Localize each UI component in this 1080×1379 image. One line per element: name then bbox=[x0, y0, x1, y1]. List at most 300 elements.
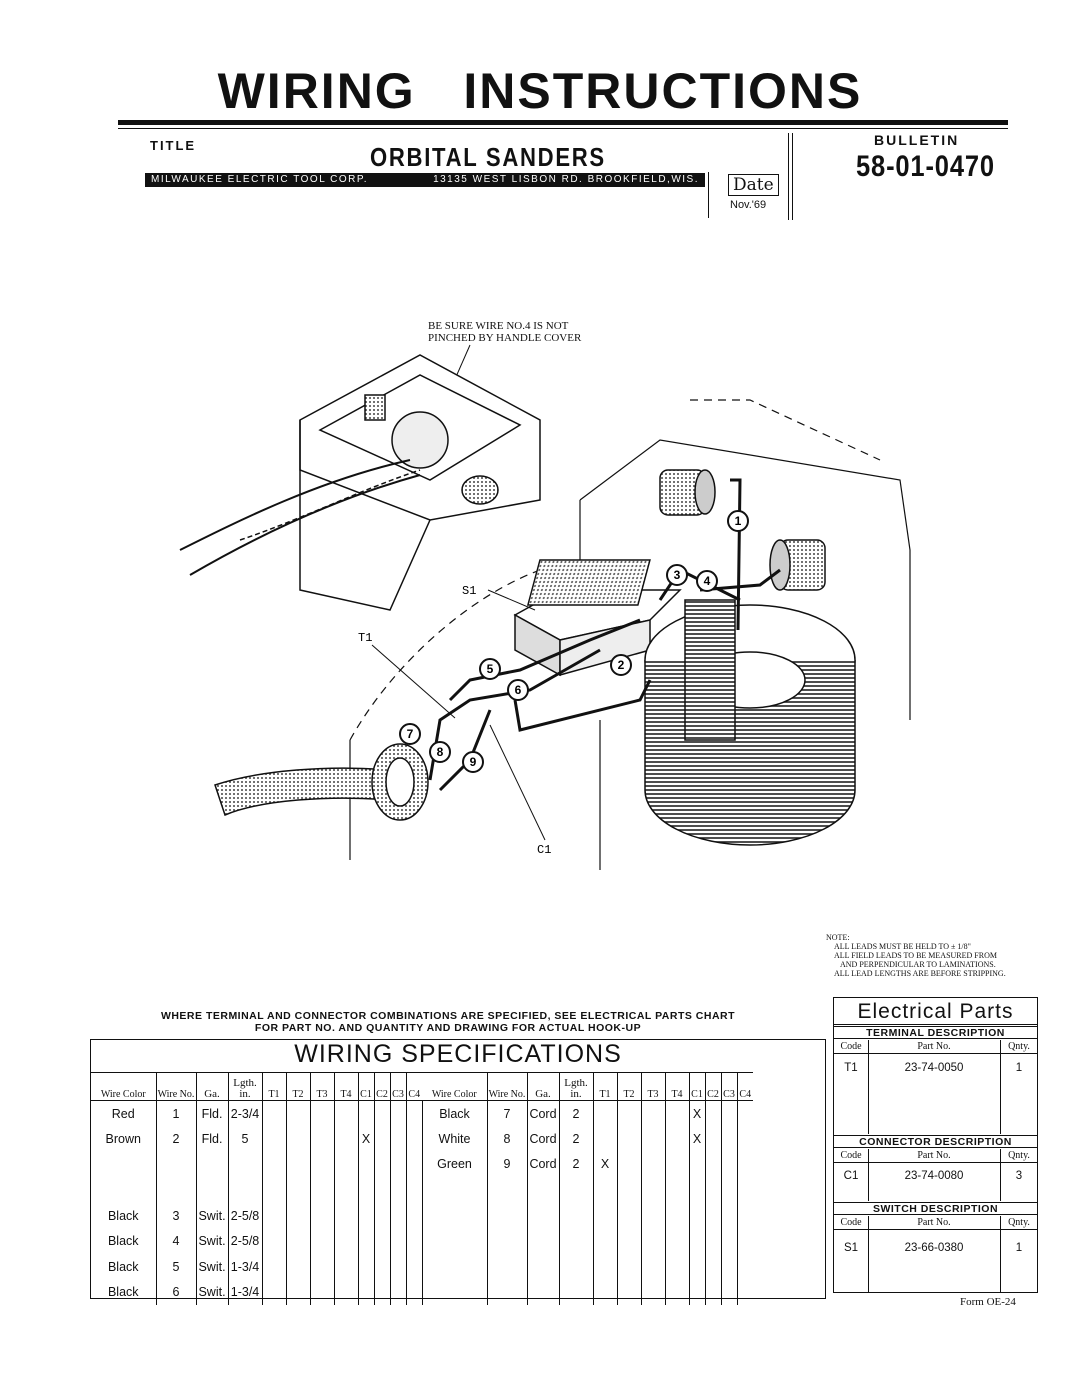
head-connector: C4 bbox=[737, 1073, 753, 1101]
hookup-mark bbox=[737, 1254, 753, 1280]
wire-color bbox=[422, 1254, 487, 1280]
hookup-mark bbox=[705, 1177, 721, 1203]
head-connector: C3 bbox=[390, 1073, 406, 1101]
divider bbox=[868, 1040, 869, 1134]
wire-no bbox=[487, 1228, 527, 1254]
wire-length: 5 bbox=[228, 1126, 262, 1152]
spec-row bbox=[91, 1280, 753, 1306]
hookup-mark bbox=[705, 1280, 721, 1306]
hookup-mark bbox=[374, 1280, 390, 1306]
hookup-mark bbox=[286, 1254, 310, 1280]
hookup-mark bbox=[705, 1203, 721, 1229]
wire-color: Black bbox=[107, 1234, 139, 1249]
spec-row bbox=[91, 1101, 753, 1127]
wire-no bbox=[487, 1203, 527, 1229]
hookup-mark bbox=[262, 1152, 286, 1178]
head-terminal: T2 bbox=[617, 1073, 641, 1101]
head-wire-no: Wire No. bbox=[156, 1073, 196, 1101]
hookup-mark bbox=[286, 1126, 310, 1152]
hookup-mark bbox=[286, 1228, 310, 1254]
hookup-mark bbox=[737, 1126, 753, 1152]
hookup-mark bbox=[310, 1126, 334, 1152]
wire-length bbox=[559, 1177, 593, 1203]
wire-marker-9 bbox=[463, 752, 483, 772]
divider bbox=[868, 1149, 869, 1201]
wire-length: 1-3/4 bbox=[228, 1280, 262, 1306]
wire-color bbox=[91, 1152, 156, 1178]
hookup-mark bbox=[374, 1254, 390, 1280]
hookup-mark bbox=[406, 1177, 422, 1203]
wiring-diagram bbox=[170, 310, 950, 870]
hookup-mark bbox=[617, 1177, 641, 1203]
hookup-mark bbox=[721, 1152, 737, 1178]
hookup-mark bbox=[406, 1203, 422, 1229]
head-wire-no: Wire No. bbox=[487, 1073, 527, 1101]
hookup-mark bbox=[374, 1126, 390, 1152]
wire-marker-8 bbox=[430, 742, 450, 762]
hookup-mark bbox=[721, 1126, 737, 1152]
hookup-line: WHERE TERMINAL AND CONNECTOR COMBINATIONS ARE SPECIFIED, SEE ELECTRICAL PARTS CHART bbox=[160, 1010, 736, 1022]
hookup-mark bbox=[641, 1228, 665, 1254]
wire-gauge: Fld. bbox=[196, 1126, 228, 1152]
connector-qty: 3 bbox=[1015, 1170, 1023, 1182]
svg-text:4: 4 bbox=[703, 574, 711, 588]
hookup-mark bbox=[737, 1203, 753, 1229]
hookup-mark bbox=[374, 1177, 390, 1203]
hookup-mark bbox=[721, 1280, 737, 1306]
hookup-mark bbox=[390, 1280, 406, 1306]
header-divider bbox=[792, 133, 793, 220]
wire-color bbox=[91, 1177, 156, 1203]
product-name: ORBITAL SANDERS bbox=[370, 142, 606, 172]
wire-no: 4 bbox=[156, 1228, 196, 1254]
wire-color: Green bbox=[422, 1152, 487, 1178]
connector-col-head bbox=[834, 1149, 1037, 1163]
col-part: Part No. bbox=[917, 1217, 951, 1228]
hookup-instruction bbox=[118, 1010, 778, 1034]
col-code: Code bbox=[840, 1041, 862, 1052]
hookup-mark bbox=[617, 1152, 641, 1178]
svg-text:7: 7 bbox=[406, 727, 414, 741]
col-code: Code bbox=[840, 1150, 862, 1161]
wire-marker-3 bbox=[667, 565, 687, 585]
wiring-spec-table bbox=[90, 1039, 826, 1299]
hookup-mark bbox=[593, 1177, 617, 1203]
hookup-mark bbox=[617, 1101, 641, 1127]
head-terminal: T4 bbox=[334, 1073, 358, 1101]
hookup-mark bbox=[689, 1280, 705, 1306]
wire-gauge: Swit. bbox=[196, 1203, 228, 1229]
company-bar bbox=[145, 173, 705, 187]
svg-text:2: 2 bbox=[617, 658, 625, 672]
note-line: ALL LEAD LENGTHS ARE BEFORE STRIPPING. bbox=[834, 969, 1006, 978]
hookup-mark bbox=[737, 1101, 753, 1127]
connector-part: 23-74-0080 bbox=[904, 1170, 964, 1182]
spec-row bbox=[91, 1254, 753, 1280]
power-cord bbox=[215, 744, 428, 820]
divider bbox=[1000, 1216, 1001, 1292]
head-connector: C3 bbox=[721, 1073, 737, 1101]
hookup-mark bbox=[641, 1126, 665, 1152]
label-t1: T1 bbox=[358, 631, 373, 645]
spec-row bbox=[91, 1177, 753, 1203]
hookup-mark bbox=[406, 1254, 422, 1280]
wire-no bbox=[487, 1280, 527, 1306]
hookup-mark bbox=[262, 1203, 286, 1229]
wire-color: Black bbox=[107, 1259, 139, 1274]
wire-color bbox=[422, 1177, 487, 1203]
wire-length bbox=[559, 1203, 593, 1229]
hookup-mark bbox=[334, 1203, 358, 1229]
page-title: WIRING INSTRUCTIONS bbox=[217, 63, 863, 119]
wire-no: 7 bbox=[487, 1101, 527, 1127]
hookup-mark bbox=[374, 1152, 390, 1178]
hookup-mark bbox=[689, 1152, 705, 1178]
hookup-mark bbox=[721, 1101, 737, 1127]
hookup-mark bbox=[334, 1177, 358, 1203]
wire-gauge: Fld. bbox=[196, 1101, 228, 1127]
hookup-mark bbox=[737, 1280, 753, 1306]
head-connector: C2 bbox=[374, 1073, 390, 1101]
hookup-mark bbox=[390, 1203, 406, 1229]
wire-color: Red bbox=[111, 1106, 135, 1121]
wire-no bbox=[487, 1254, 527, 1280]
wire-gauge: Swit. bbox=[196, 1228, 228, 1254]
hookup-mark: X bbox=[689, 1101, 705, 1127]
spec-row bbox=[91, 1126, 753, 1152]
hookup-mark bbox=[262, 1126, 286, 1152]
hookup-mark bbox=[705, 1101, 721, 1127]
divider bbox=[868, 1216, 869, 1292]
hookup-mark bbox=[358, 1280, 374, 1306]
hookup-mark bbox=[286, 1152, 310, 1178]
hookup-mark bbox=[358, 1228, 374, 1254]
wire-gauge: Cord bbox=[527, 1126, 559, 1152]
hookup-mark bbox=[334, 1280, 358, 1306]
hookup-mark bbox=[390, 1126, 406, 1152]
hookup-mark bbox=[593, 1203, 617, 1229]
hookup-mark bbox=[593, 1280, 617, 1306]
wire-gauge: Cord bbox=[527, 1101, 559, 1127]
wire-length bbox=[559, 1228, 593, 1254]
col-qnty: Qnty. bbox=[1008, 1150, 1030, 1161]
hookup-mark bbox=[593, 1126, 617, 1152]
spec-row bbox=[91, 1228, 753, 1254]
hookup-mark bbox=[310, 1203, 334, 1229]
wire-no: 9 bbox=[487, 1152, 527, 1178]
hookup-mark bbox=[262, 1177, 286, 1203]
switch-col-head bbox=[834, 1216, 1037, 1230]
form-number: Form OE-24 bbox=[960, 1296, 1016, 1308]
terminal-code: T1 bbox=[844, 1062, 858, 1074]
date-value: Nov.'69 bbox=[730, 199, 767, 211]
hookup-mark bbox=[310, 1280, 334, 1306]
wire-length bbox=[559, 1254, 593, 1280]
col-qnty: Qnty. bbox=[1008, 1041, 1030, 1052]
hookup-mark bbox=[310, 1228, 334, 1254]
wire-length bbox=[228, 1177, 262, 1203]
hookup-mark bbox=[593, 1254, 617, 1280]
wire-gauge: Swit. bbox=[196, 1280, 228, 1306]
hookup-mark bbox=[641, 1101, 665, 1127]
head-terminal: T4 bbox=[665, 1073, 689, 1101]
measurement-note bbox=[826, 933, 1006, 978]
hookup-mark bbox=[705, 1254, 721, 1280]
hookup-mark bbox=[665, 1101, 689, 1127]
hookup-mark bbox=[665, 1126, 689, 1152]
hookup-mark bbox=[358, 1203, 374, 1229]
hookup-mark bbox=[286, 1101, 310, 1127]
col-qnty: Qnty. bbox=[1008, 1217, 1030, 1228]
note-line: ALL LEADS MUST BE HELD TO ± 1/8" bbox=[834, 942, 971, 951]
terminal-heading: TERMINAL DESCRIPTION bbox=[834, 1026, 1037, 1039]
hookup-mark bbox=[390, 1101, 406, 1127]
head-connector: C2 bbox=[705, 1073, 721, 1101]
bulletin-number: 58-01-0470 bbox=[856, 150, 995, 183]
head-ga: Ga. bbox=[527, 1073, 559, 1101]
header-divider bbox=[788, 133, 789, 220]
wire-gauge bbox=[527, 1280, 559, 1306]
wire-color: Black bbox=[107, 1208, 139, 1223]
electrical-parts-chart bbox=[833, 997, 1038, 1293]
svg-text:1: 1 bbox=[734, 514, 742, 528]
hookup-mark bbox=[641, 1280, 665, 1306]
hookup-mark bbox=[374, 1203, 390, 1229]
wire-no: 1 bbox=[156, 1101, 196, 1127]
head-connector: C1 bbox=[358, 1073, 374, 1101]
head-connector: C1 bbox=[689, 1073, 705, 1101]
hookup-mark: X bbox=[689, 1126, 705, 1152]
wire-color: Black bbox=[107, 1285, 139, 1300]
hookup-mark bbox=[358, 1101, 374, 1127]
hookup-mark: X bbox=[358, 1126, 374, 1152]
wire-no bbox=[487, 1177, 527, 1203]
wire-length: 2 bbox=[559, 1126, 593, 1152]
hookup-mark bbox=[406, 1280, 422, 1306]
svg-text:8: 8 bbox=[436, 745, 444, 759]
wire-color bbox=[422, 1280, 487, 1306]
label-c1: C1 bbox=[537, 843, 552, 857]
wire-marker-1 bbox=[728, 511, 748, 531]
col-part: Part No. bbox=[917, 1041, 951, 1052]
field-coil bbox=[645, 600, 855, 845]
hookup-mark bbox=[374, 1228, 390, 1254]
head-terminal: T3 bbox=[641, 1073, 665, 1101]
date-label: Date bbox=[728, 174, 779, 196]
title-label: TITLE bbox=[150, 138, 197, 153]
hookup-mark bbox=[665, 1254, 689, 1280]
hookup-mark bbox=[286, 1177, 310, 1203]
hookup-mark bbox=[406, 1228, 422, 1254]
caution-line: BE SURE WIRE NO.4 IS NOT bbox=[428, 320, 569, 332]
bulletin-label: BULLETIN bbox=[874, 132, 960, 148]
head-terminal: T2 bbox=[286, 1073, 310, 1101]
wire-gauge bbox=[196, 1152, 228, 1178]
wire-no: 3 bbox=[156, 1203, 196, 1229]
hookup-mark bbox=[721, 1254, 737, 1280]
note-line: ALL FIELD LEADS TO BE MEASURED FROM bbox=[834, 951, 997, 960]
wire-marker-4 bbox=[697, 571, 717, 591]
note-heading: NOTE: bbox=[826, 933, 850, 942]
wire-no bbox=[156, 1152, 196, 1178]
hookup-mark bbox=[593, 1101, 617, 1127]
wire-length: 2 bbox=[559, 1101, 593, 1127]
divider bbox=[1000, 1149, 1001, 1201]
parts-title: Electrical Parts bbox=[834, 998, 1037, 1025]
wire-no: 2 bbox=[156, 1126, 196, 1152]
wire-marker-6 bbox=[508, 680, 528, 700]
head-lgth: Lgth. in. bbox=[559, 1073, 593, 1101]
wire-gauge bbox=[196, 1177, 228, 1203]
caution-line: PINCHED BY HANDLE COVER bbox=[428, 332, 582, 344]
handle-housing bbox=[180, 355, 540, 610]
hookup-mark bbox=[737, 1228, 753, 1254]
wire-gauge bbox=[527, 1254, 559, 1280]
wire-gauge bbox=[527, 1228, 559, 1254]
hookup-mark bbox=[641, 1177, 665, 1203]
hookup-mark bbox=[286, 1280, 310, 1306]
col-part: Part No. bbox=[917, 1150, 951, 1161]
hookup-mark bbox=[334, 1152, 358, 1178]
title-rule-thin bbox=[118, 128, 1008, 129]
hookup-mark: X bbox=[593, 1152, 617, 1178]
wire-gauge bbox=[527, 1177, 559, 1203]
hookup-mark bbox=[689, 1228, 705, 1254]
connector-code: C1 bbox=[843, 1170, 859, 1182]
wire-length bbox=[228, 1152, 262, 1178]
hookup-mark bbox=[262, 1280, 286, 1306]
hookup-mark bbox=[689, 1177, 705, 1203]
hookup-mark bbox=[705, 1228, 721, 1254]
wire-marker-5 bbox=[480, 659, 500, 679]
hookup-mark bbox=[617, 1254, 641, 1280]
terminal-col-head bbox=[834, 1040, 1037, 1054]
hookup-mark bbox=[358, 1152, 374, 1178]
hookup-mark bbox=[334, 1101, 358, 1127]
spec-header-row bbox=[91, 1073, 753, 1101]
switch-qty: 1 bbox=[1015, 1242, 1023, 1254]
spec-row bbox=[91, 1152, 753, 1178]
hookup-mark bbox=[641, 1152, 665, 1178]
hookup-line: FOR PART NO. AND QUANTITY AND DRAWING FOR ACTUAL HOOK-UP bbox=[254, 1022, 642, 1034]
wire-length: 2-5/8 bbox=[228, 1203, 262, 1229]
wire-length: 2 bbox=[559, 1152, 593, 1178]
wire-length: 1-3/4 bbox=[228, 1254, 262, 1280]
wire-no bbox=[156, 1177, 196, 1203]
hookup-mark bbox=[262, 1254, 286, 1280]
terminal-part: 23-74-0050 bbox=[904, 1062, 964, 1074]
wire-marker-7 bbox=[400, 724, 420, 744]
company-address: 13135 WEST LISBON RD. BROOKFIELD,WIS. bbox=[433, 174, 699, 185]
hookup-mark bbox=[406, 1126, 422, 1152]
wire-color bbox=[422, 1203, 487, 1229]
wire-gauge: Cord bbox=[527, 1152, 559, 1178]
company-name: MILWAUKEE ELECTRIC TOOL CORP. bbox=[151, 174, 369, 185]
svg-text:9: 9 bbox=[469, 755, 477, 769]
hookup-mark bbox=[390, 1228, 406, 1254]
c1-leader bbox=[490, 725, 545, 840]
spec-grid bbox=[91, 1072, 753, 1305]
hookup-mark bbox=[310, 1254, 334, 1280]
wire-gauge: Swit. bbox=[196, 1254, 228, 1280]
hookup-mark bbox=[617, 1126, 641, 1152]
svg-text:6: 6 bbox=[514, 683, 522, 697]
hookup-mark bbox=[721, 1177, 737, 1203]
wire-length bbox=[559, 1280, 593, 1306]
head-wire-color: Wire Color bbox=[91, 1073, 156, 1101]
hookup-mark bbox=[737, 1152, 753, 1178]
hookup-mark bbox=[358, 1254, 374, 1280]
divider bbox=[1000, 1040, 1001, 1134]
hookup-mark bbox=[689, 1203, 705, 1229]
hookup-mark bbox=[665, 1152, 689, 1178]
hookup-mark bbox=[617, 1228, 641, 1254]
title-rule bbox=[118, 120, 1008, 125]
hookup-mark bbox=[310, 1177, 334, 1203]
head-wire-color: Wire Color bbox=[422, 1073, 487, 1101]
hookup-mark bbox=[406, 1152, 422, 1178]
hookup-mark bbox=[334, 1228, 358, 1254]
hookup-mark bbox=[665, 1203, 689, 1229]
wire-color: Black bbox=[422, 1101, 487, 1127]
label-s1: S1 bbox=[462, 584, 477, 598]
switch-part: 23-66-0380 bbox=[904, 1242, 964, 1254]
s1-leader bbox=[488, 590, 535, 610]
note-line: AND PERPENDICULAR TO LAMINATIONS. bbox=[840, 960, 996, 969]
hookup-mark bbox=[641, 1254, 665, 1280]
wire-length: 2-3/4 bbox=[228, 1101, 262, 1127]
switch-code: S1 bbox=[843, 1242, 859, 1254]
wire-length: 2-5/8 bbox=[228, 1228, 262, 1254]
hookup-mark bbox=[641, 1203, 665, 1229]
connector-heading: CONNECTOR DESCRIPTION bbox=[834, 1135, 1037, 1148]
hookup-mark bbox=[262, 1101, 286, 1127]
head-ga: Ga. bbox=[196, 1073, 228, 1101]
spec-row bbox=[91, 1203, 753, 1229]
hookup-mark bbox=[334, 1254, 358, 1280]
hookup-mark bbox=[358, 1177, 374, 1203]
hookup-mark bbox=[374, 1101, 390, 1127]
hookup-mark bbox=[406, 1101, 422, 1127]
wire-no: 8 bbox=[487, 1126, 527, 1152]
hookup-mark bbox=[705, 1152, 721, 1178]
hookup-mark bbox=[665, 1228, 689, 1254]
head-terminal: T1 bbox=[262, 1073, 286, 1101]
hookup-mark bbox=[737, 1177, 753, 1203]
terminal-qty: 1 bbox=[1015, 1062, 1023, 1074]
switch-heading: SWITCH DESCRIPTION bbox=[834, 1202, 1037, 1215]
hookup-mark bbox=[334, 1126, 358, 1152]
hookup-mark bbox=[721, 1203, 737, 1229]
hookup-mark bbox=[721, 1228, 737, 1254]
hookup-mark bbox=[617, 1203, 641, 1229]
svg-text:3: 3 bbox=[673, 568, 681, 582]
hookup-mark bbox=[286, 1203, 310, 1229]
hookup-mark bbox=[390, 1152, 406, 1178]
wire-gauge bbox=[527, 1203, 559, 1229]
head-terminal: T1 bbox=[593, 1073, 617, 1101]
hookup-mark bbox=[593, 1228, 617, 1254]
col-code: Code bbox=[840, 1217, 862, 1228]
hookup-mark bbox=[665, 1177, 689, 1203]
hookup-mark bbox=[617, 1280, 641, 1306]
hookup-mark bbox=[390, 1177, 406, 1203]
wire-color: Brown bbox=[105, 1131, 141, 1146]
hookup-mark bbox=[310, 1152, 334, 1178]
hookup-mark bbox=[262, 1228, 286, 1254]
wire-no: 6 bbox=[156, 1280, 196, 1306]
head-terminal: T3 bbox=[310, 1073, 334, 1101]
